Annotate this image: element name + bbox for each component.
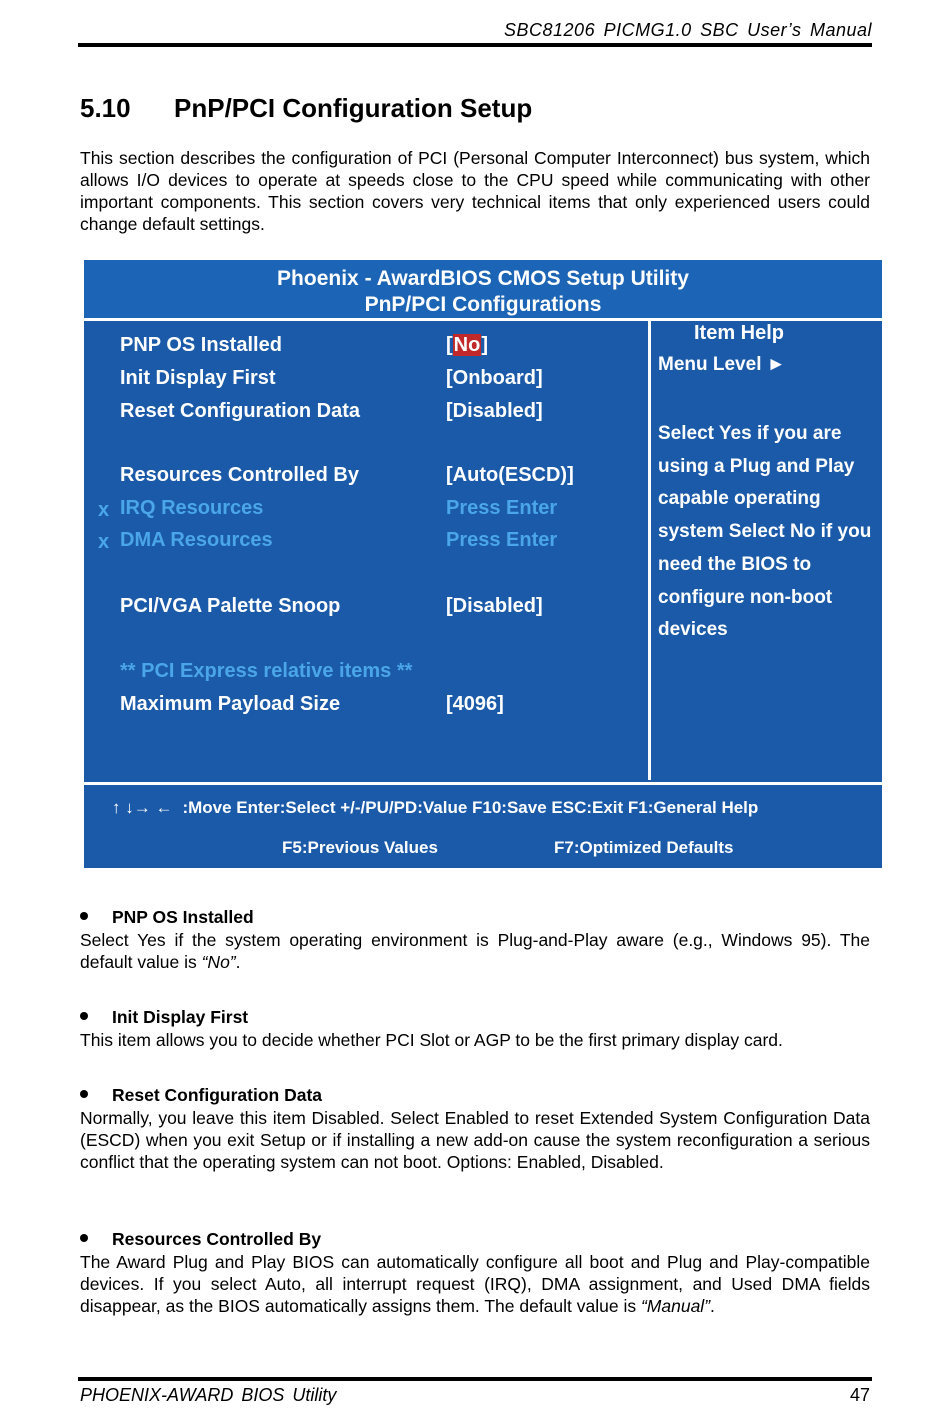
footer-chapter: PHOENIX-AWARD BIOS Utility [80,1385,337,1405]
key-legend-f5: F5:Previous Values [282,838,438,857]
bullet-icon [80,1234,88,1242]
bios-item-pnp-os[interactable]: PNP OS Installed [120,334,282,356]
item-description-init-display: This item allows you to decide whether PCI Slot or AGP to be the first primary display card. [80,1030,783,1050]
bios-screenshot [82,258,884,870]
bios-value-init-display[interactable]: [Onboard] [446,367,543,389]
item-description-pnp-os [80,929,870,973]
item-heading-pnp-os [80,907,254,928]
key-legend-move: :Move Enter:Select +/-/PU/PD:Value F10:Save ESC:Exit F1:General Help [182,798,759,817]
bios-frame [82,258,884,870]
item-description-resources-controlled [80,1251,870,1317]
bios-title-line2: PnP/PCI Configurations [364,293,602,316]
key-legend-f7: F7:Optimized Defaults [554,838,734,857]
item-heading-text: Reset Configuration Data [112,1085,323,1105]
bullet-icon [80,1090,88,1098]
bracket-open: [ [446,334,453,356]
bios-value-resources-controlled[interactable]: [Auto(ESCD)] [446,464,574,486]
bios-item-init-display[interactable]: Init Display First [120,367,276,389]
bios-value-reset-config[interactable]: [Disabled] [446,400,543,422]
item-help-title: Item Help [694,322,785,344]
bios-value-palette-snoop[interactable]: [Disabled] [446,595,543,617]
item-heading-text: Resources Controlled By [112,1229,322,1249]
bullet-icon [80,912,88,920]
item-heading-text: PNP OS Installed [112,907,254,927]
sentence-end: . [235,952,241,972]
bios-value-irq-resources: Press Enter [446,497,558,519]
item-description-reset-config: Normally, you leave this item Disabled. Select Enabled to reset Extended System Configuration Data (ESCD) when you exit Setup or if installing a new add-on cause the system reconfiguration a serious conflict that the operating system can not boot. Options: Enabled, Disabled. [80,1108,870,1172]
bios-item-irq-resources: IRQ Resources [120,497,264,519]
bios-value-max-payload[interactable]: [4096] [446,693,504,715]
bios-item-max-payload[interactable]: Maximum Payload Size [120,693,341,715]
section-title-text: PnP/PCI Configuration Setup [174,93,533,123]
item-heading-reset-config [80,1085,322,1106]
footer-rule [78,1377,872,1381]
disabled-marker-dma: x [98,531,110,553]
bios-item-reset-config[interactable]: Reset Configuration Data [120,400,361,422]
bracket-close: ] [481,334,489,356]
disabled-marker-irq: x [98,499,110,521]
bios-title-line1: Phoenix - AwardBIOS CMOS Setup Utility [277,267,689,290]
item-heading-init-display [80,1007,248,1028]
section-number: 5.10 [80,93,131,123]
section-intro: This section describes the configuration of PCI (Personal Computer Interconnect) bus system, which allows I/O devices to operate at speeds close to the CPU speed while communicating with other important components. This section covers very technical items that only experienced users could change default settings. [80,148,870,234]
bios-value-dma-resources: Press Enter [446,529,558,551]
sentence-end: . [710,1296,715,1316]
item-text: The Award Plug and Play BIOS can automatically configure all boot and Plug and Play-compatible devices. If you select Auto, all interrupt request (IRQ), DMA assignment, and Used DMA fields disappear, as the BIOS automatically assigns them. The default value is [80,1252,870,1316]
menu-level: Menu Level ► [658,354,786,375]
bios-item-resources-controlled[interactable]: Resources Controlled By [120,464,359,486]
bullet-icon [80,1012,88,1020]
navigation-arrows-icon: ↑ ↓→ ← [112,798,173,817]
manual-title: SBC81206 PICMG1.0 SBC User’s Manual [504,20,872,40]
item-heading-resources-controlled [80,1229,321,1250]
page-number: 47 [849,1385,870,1405]
item-heading-text: Init Display First [112,1007,249,1027]
default-value: “No” [201,952,236,972]
item-text: Select Yes if the system operating environment is Plug-and-Play aware (e.g., Windows 95). The default value is [80,930,870,972]
selected-value[interactable]: No [453,334,481,356]
section-title [80,93,532,124]
header-rule [78,43,872,47]
bios-item-dma-resources: DMA Resources [120,529,273,551]
item-help-text: Select Yes if you are using a Plug and Play capable operating system Select No if you need the BIOS to configure non-boot devices [658,423,872,641]
default-value: “Manual” [640,1296,711,1316]
bios-item-palette-snoop[interactable]: PCI/VGA Palette Snoop [120,595,341,617]
bios-group-pci-express: ** PCI Express relative items ** [120,660,413,682]
